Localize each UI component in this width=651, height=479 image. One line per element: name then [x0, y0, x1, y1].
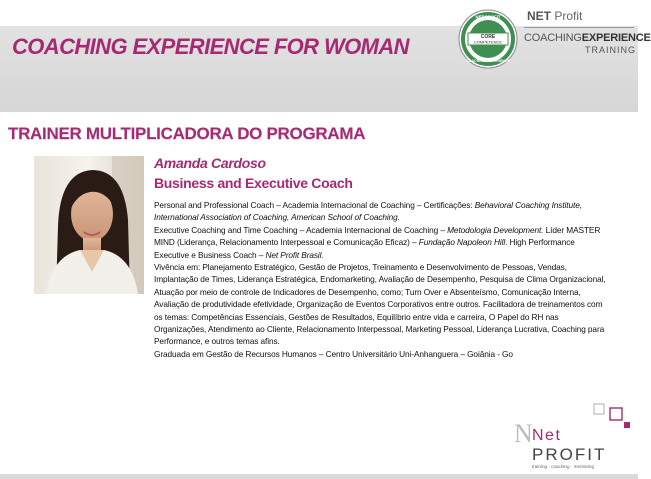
trainer-photo	[34, 156, 144, 294]
brand-net: NET	[527, 9, 551, 23]
trainer-role: Business and Executive Coach	[154, 175, 353, 191]
bio-italic: Net Profit Brasil.	[265, 249, 324, 260]
netprofit-logo	[512, 402, 632, 472]
seal-bottom-text: COACHING EXPERIENCE	[466, 59, 510, 63]
footer-bar	[0, 474, 638, 479]
bio-paragraph-experience: Vivência em: Planejamento Estratégico, Gestão de Projetos, Treinamento e Desenvolvimento de Pessoas, Vendas, Implantação de Times, Liderança Estratégica, Endomarketing, Avaliação de Desempenho, Pesquisa de Clima Organizacional, Atuação por meio de controle de Indicadores de Desempenho, como; Turn Over e Absenteísmo, Comunicação Interna, Avaliação de produtividade efetividade, Organização de Eventos Corporativos entre outros. Facilitadora de treinamentos com os temas: Competências Essenciais, Gestões de Resultados, Equilíbrio entre vida e carreira, O Papel do RH nas Organizações, Atendimento ao Cliente, Relacionamento Interpessoal, Marketing Pessoal, Liderança Lucrativa, Coaching para Performance, e outros temas afins.	[154, 262, 606, 347]
brand-netprofit	[527, 9, 582, 23]
brand-coaching-experience	[524, 32, 651, 44]
bio-paragraph-certifications	[154, 199, 606, 224]
brand-training: TRAINING	[585, 45, 637, 55]
brand-experience: EXPERIENCE	[581, 32, 651, 44]
bio-italic: Behavioral Coaching Institute, International Association of Coaching, American School of Coaching.	[154, 200, 582, 223]
svg-text:N: N	[514, 419, 533, 448]
section-title: TRAINER MULTIPLICADORA DO PROGRAMA	[8, 124, 366, 143]
seal-competence-text: COMPETENCE	[473, 39, 503, 45]
certification-seal	[458, 9, 518, 69]
logo-profit: PROFIT	[532, 445, 607, 464]
bio-text: Líder MASTER MIND (Liderança, Relacionamento Interpessoal e Comunicação Eficaz) –	[154, 224, 601, 248]
logo-tagline: training · coaching · mentoring	[532, 464, 595, 469]
seal-top-text: NET PROFIT	[475, 14, 501, 20]
bio-paragraph-education: Graduada em Gestão de Recursos Humanos – Centro Universitário Uni-Anhanguera – Goiânia - Go	[154, 348, 513, 359]
brand-divider	[524, 27, 634, 28]
seal-core-text: CORE	[480, 34, 496, 40]
brand-coaching: COACHING	[524, 32, 582, 44]
banner-title: COACHING EXPERIENCE FOR WOMAN	[12, 34, 409, 59]
logo-net: Net	[532, 427, 562, 444]
bio-text: Personal and Professional Coach – Academia Internacional de Coaching – Certificações:	[154, 200, 475, 210]
bio-paragraph-executive	[154, 224, 606, 261]
bio-text: Executive Coaching and Time Coaching – Academia Internacional de Coaching –	[154, 224, 448, 235]
trainer-name: Amanda Cardoso	[154, 155, 266, 171]
bio-italic: Metodologia Development.	[447, 224, 544, 235]
trainer-bio	[154, 199, 606, 360]
bio-text: . High Performance Executive e Business Coach –	[154, 237, 575, 260]
bio-italic: Fundação Napoleon Hill	[418, 237, 506, 248]
brand-profit: Profit	[554, 9, 583, 23]
